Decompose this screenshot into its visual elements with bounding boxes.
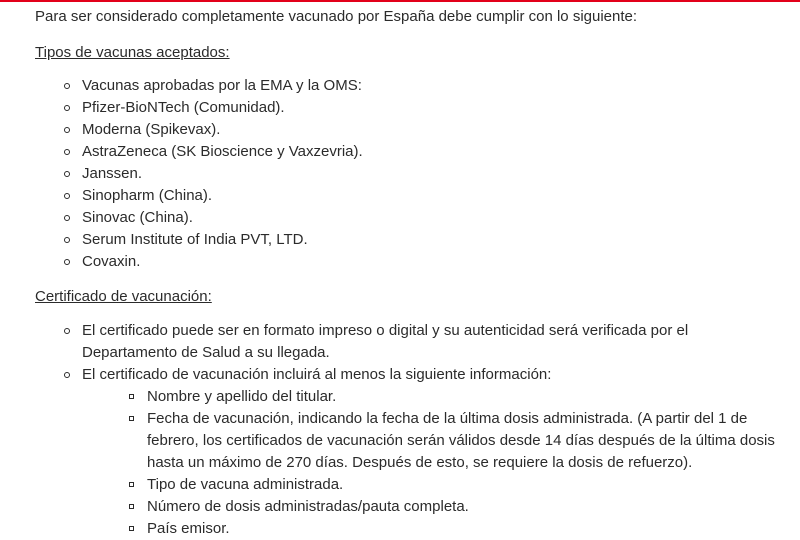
square-bullet-icon xyxy=(129,526,134,531)
vaccine-types-list xyxy=(64,75,785,273)
top-border xyxy=(0,0,800,2)
list-item: País emisor. xyxy=(129,518,785,540)
intro-text: Para ser considerado completamente vacunado por España debe cumplir con lo siguiente: xyxy=(35,8,638,25)
list-item: Sinovac (China). xyxy=(64,207,785,229)
circle-bullet-icon xyxy=(64,105,70,111)
circle-bullet-icon xyxy=(64,237,70,243)
list-item: Número de dosis administradas/pauta completa. xyxy=(129,496,785,518)
certificate-info-list xyxy=(129,386,785,540)
square-bullet-icon xyxy=(129,394,134,399)
square-bullet-icon xyxy=(129,416,134,421)
list-item: AstraZeneca (SK Bioscience y Vaxzevria). xyxy=(64,141,785,163)
list-item: Vacunas aprobadas por la EMA y la OMS: xyxy=(64,75,785,97)
list-item: El certificado puede ser en formato impreso o digital y su autenticidad será verificada por el Departamento de Salud a su llegada. xyxy=(64,320,785,364)
list-item: Janssen. xyxy=(64,163,785,185)
circle-bullet-icon xyxy=(64,127,70,133)
list-item: Tipo de vacuna administrada. xyxy=(129,474,785,496)
certificate-heading: Certificado de vacunación: xyxy=(35,288,212,305)
circle-bullet-icon xyxy=(64,83,70,89)
list-item: Covaxin. xyxy=(64,251,785,273)
list-item: Nombre y apellido del titular. xyxy=(129,386,785,408)
vaccine-types-heading: Tipos de vacunas aceptados: xyxy=(35,44,230,61)
list-item: Serum Institute of India PVT, LTD. xyxy=(64,229,785,251)
list-item: Moderna (Spikevax). xyxy=(64,119,785,141)
certificate-list xyxy=(64,320,785,540)
article-content xyxy=(35,6,785,540)
list-item: Sinopharm (China). xyxy=(64,185,785,207)
circle-bullet-icon xyxy=(64,328,70,334)
circle-bullet-icon xyxy=(64,259,70,265)
square-bullet-icon xyxy=(129,504,134,509)
circle-bullet-icon xyxy=(64,215,70,221)
list-item: Pfizer-BioNTech (Comunidad). xyxy=(64,97,785,119)
circle-bullet-icon xyxy=(64,171,70,177)
circle-bullet-icon xyxy=(64,372,70,378)
list-item: Fecha de vacunación, indicando la fecha de la última dosis administrada. (A partir del 1 de febrero, los certificados de vacunación serán válidos desde 14 días después de la última dosis hasta un máximo de 270 días. Después de esto, se requiere la dosis de refuerzo). xyxy=(129,408,785,474)
list-item: El certificado de vacunación incluirá al menos la siguiente información: Nombre y apellido del titular. Fecha de vacunación, indicando la fecha de la última dosis administrada. (A partir del 1 de febrero, los certificados de vacunación serán válidos desde 14 días después de la última dosis hasta un máximo de 270 días. Después de esto, se requiere la dosis de refuerzo). Tipo de vacuna administrada. Número de dosis administradas/pauta completa. País emisor. xyxy=(64,364,785,540)
circle-bullet-icon xyxy=(64,193,70,199)
circle-bullet-icon xyxy=(64,149,70,155)
square-bullet-icon xyxy=(129,482,134,487)
